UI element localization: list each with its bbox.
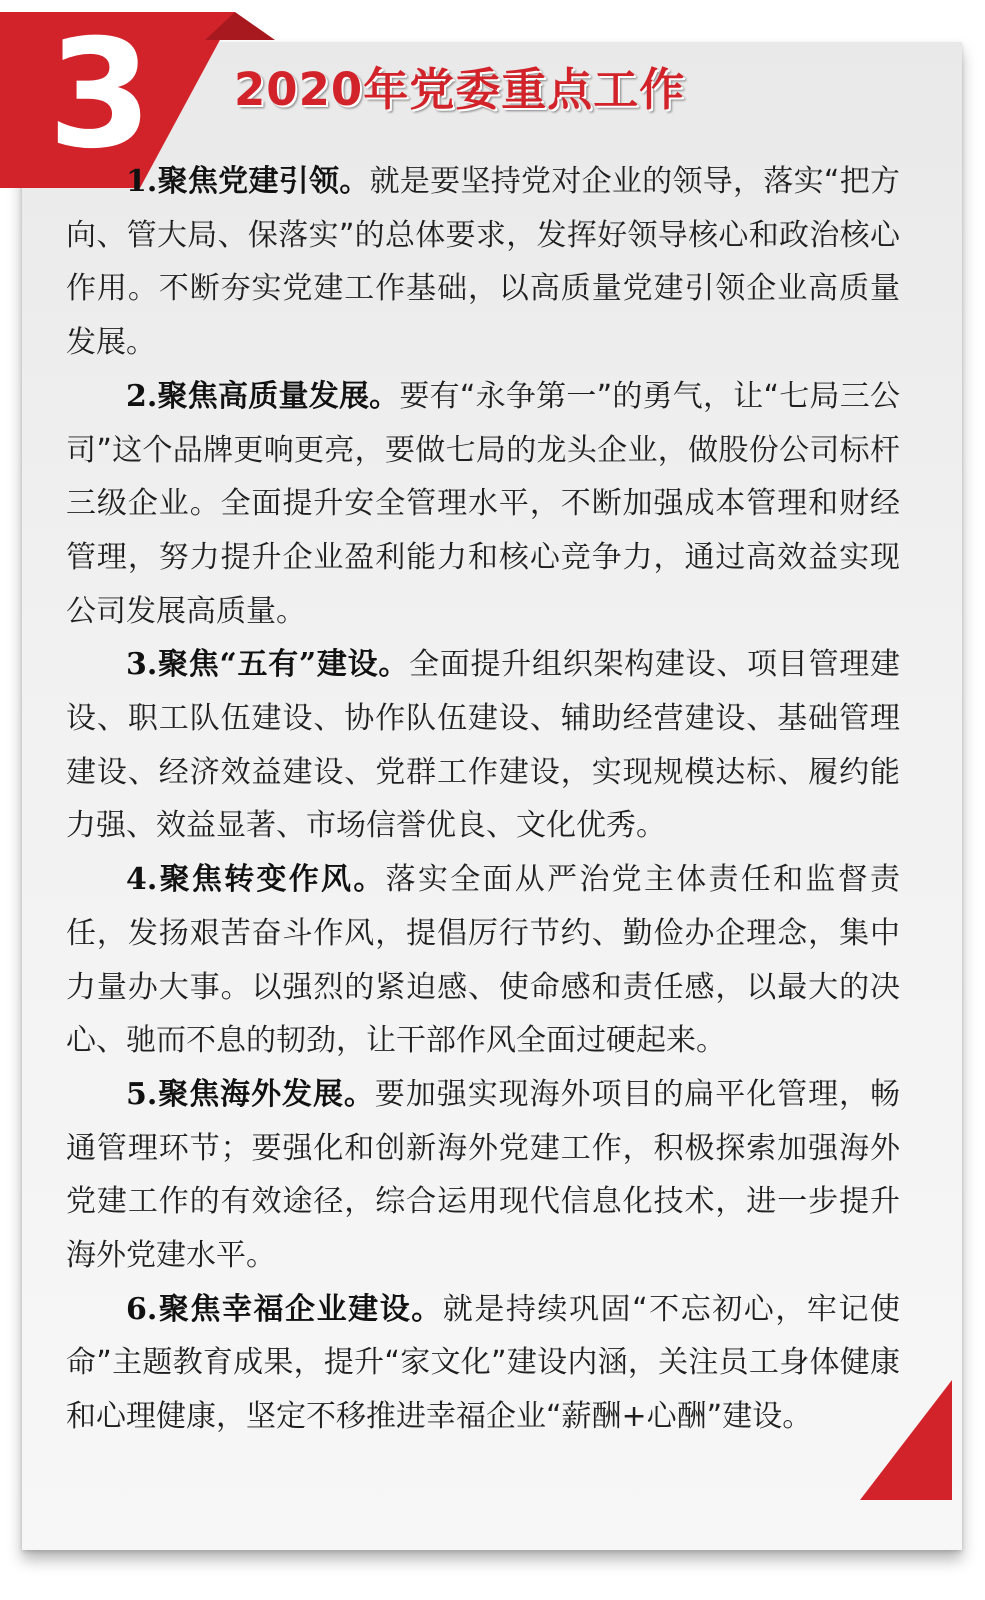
- list-item: [66, 853, 900, 1068]
- item-heading: 5.聚焦海外发展。: [126, 1076, 375, 1112]
- item-heading: 6.聚焦幸福企业建设。: [126, 1291, 443, 1327]
- list-item: [66, 370, 900, 639]
- article-body: [66, 155, 900, 1444]
- item-text: 要有“永争第一”的勇气，让“七局三公司”这个品牌更响更亮，要做七局的龙头企业，做股份公司标杆三级企业。全面提升安全管理水平，不断加强成本管理和财经管理，努力提升企业盈利能力和核心竞争力，通过高效益实现公司发展高质量。: [66, 378, 900, 629]
- item-text: 就是持续巩固“不忘初心，牢记使命”主题教育成果，提升“家文化”建设内涵，关注员工身体健康和心理健康，坚定不移推进幸福企业“薪酬+心酬”建设。: [66, 1291, 900, 1435]
- item-heading: 1.聚焦党建引领。: [126, 164, 370, 199]
- list-item: [66, 1283, 900, 1444]
- item-text: 要加强实现海外项目的扁平化管理，畅通管理环节；要强化和创新海外党建工作，积极探索加强海外党建工作的有效途径，综合运用现代信息化技术，进一步提升海外党建水平。: [66, 1076, 901, 1274]
- page-title: 2020年党委重点工作: [234, 63, 686, 116]
- list-item: [66, 155, 900, 370]
- item-text: 全面提升组织架构建设、项目管理建设、职工队伍建设、协作队伍建设、辅助经营建设、基础管理建设、经济效益建设、党群工作建设，实现规模达标、履约能力强、效益显著、市场信誉优良、文化优秀。: [66, 647, 900, 844]
- item-heading: 4.聚焦转变作风。: [126, 862, 386, 898]
- list-item: [66, 638, 900, 853]
- list-item: [66, 1068, 900, 1283]
- item-text: 就是要坚持党对企业的领导，落实“把方向、管大局、保落实”的总体要求，发挥好领导核心和政治核心作用。不断夯实党建工作基础，以高质量党建引领企业高质量发展。: [66, 164, 900, 361]
- item-text: 落实全面从严治党主体责任和监督责任，发扬艰苦奋斗作风，提倡厉行节约、勤俭办企理念，集中力量办大事。以强烈的紧迫感、使命感和责任感，以最大的决心、驰而不息的韧劲，让干部作风全面过硬起来。: [66, 862, 900, 1059]
- item-heading: 3.聚焦“五有”建设。: [126, 647, 410, 683]
- item-heading: 2.聚焦高质量发展。: [126, 378, 400, 414]
- badge-number: 3: [47, 8, 153, 182]
